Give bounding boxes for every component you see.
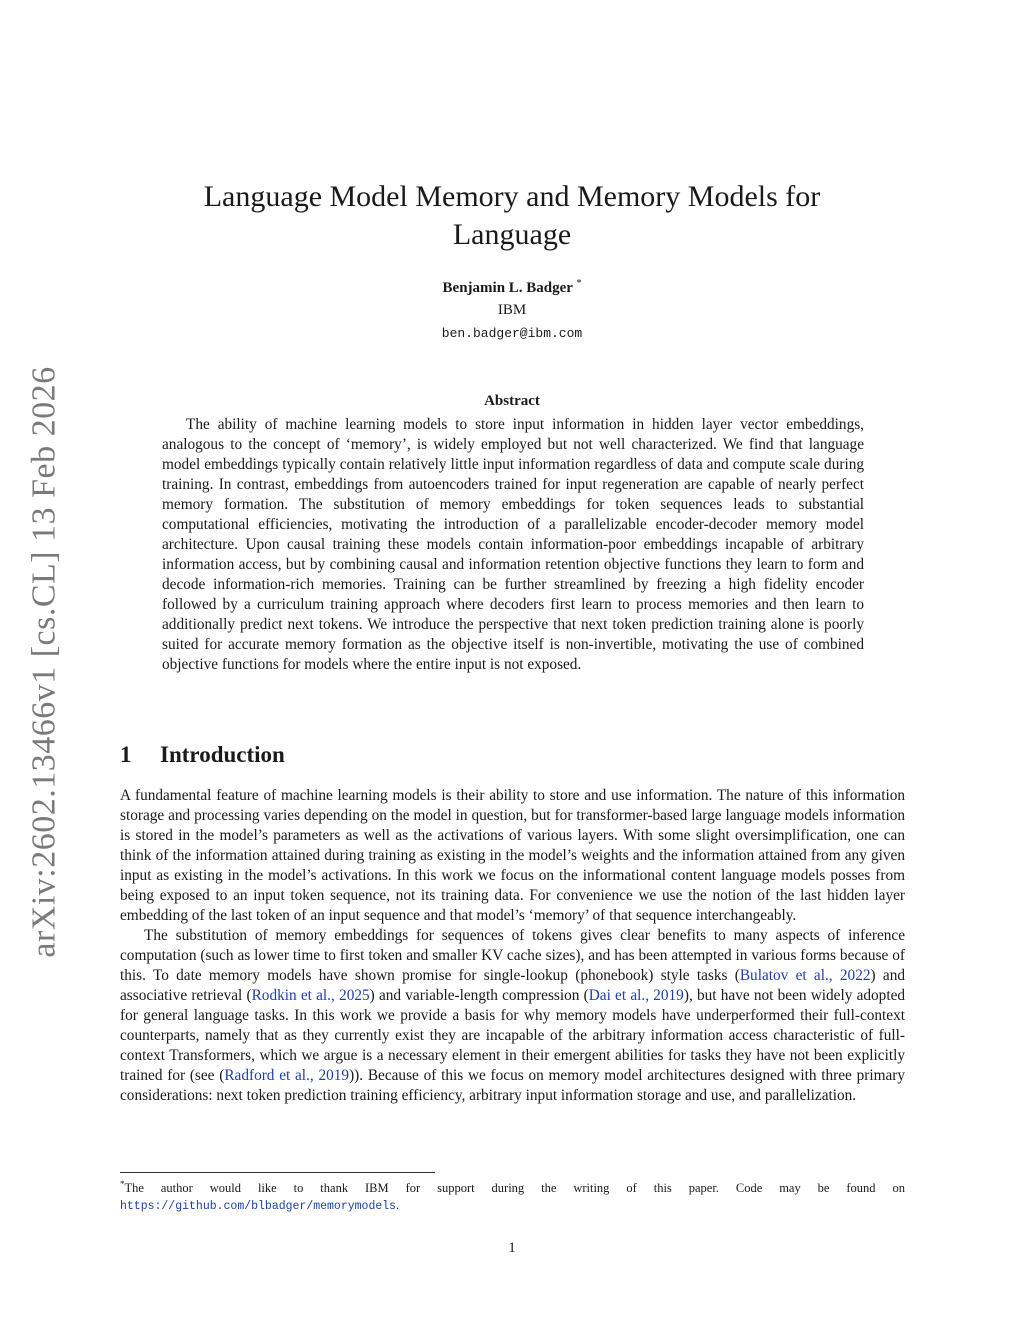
footnote-text: The author would like to thank IBM for support during the writing of this paper. Code may be found on (124, 1181, 905, 1196)
title-line-2: Language (452, 218, 572, 251)
intro-p2-text-3: ) and variable-length compression ( (369, 987, 589, 1004)
footnote-end: . (396, 1198, 400, 1213)
section-heading-introduction (120, 742, 285, 768)
introduction-body (120, 786, 905, 1106)
code-url-link[interactable]: https://github.com/blbadger/memorymodels (120, 1200, 397, 1214)
abstract-heading: Abstract (484, 393, 540, 409)
intro-p2-text-5: )). Because of this we focus on memory model architectures designed with three primary considerations: next token prediction training efficiency, arbitrary input information storage and use, and parallelization. (120, 1067, 906, 1104)
page-number: 1 (508, 1240, 516, 1256)
intro-p2-text-4: ), but have not been widely adopted for general language tasks. In this work we provide a basis for why memory models have underperformed their full-context counterparts, namely that as they currently exist they are incapable of the arbitrary information access characteristic of full-context Transformers, which we argue is a necessary element in their emergent abilities for tasks they have not been explicitly trained for (see ( (120, 987, 906, 1084)
intro-p2-text-2: ) and associative retrieval ( (120, 967, 905, 1004)
section-number: 1 (120, 742, 132, 767)
citation-dai[interactable]: Dai et al., 2019 (588, 987, 684, 1004)
paper-title (140, 178, 884, 254)
author-footnote-marker: * (576, 278, 582, 289)
section-title: Introduction (160, 742, 285, 767)
abstract-text: The ability of machine learning models to store input information in hidden layer vector embeddings, analogous to the concept of ‘memory’, is widely employed but not well characterized. We find that language model embeddings typically contain relatively little input information regardless of data and compute scale during training. In contrast, embeddings from autoencoders trained for input regeneration are capable of nearly perfect memory formation. The substitution of memory embeddings for token sequences leads to substantial computational efficiencies, motivating the introduction of a parallelizable encoder-decoder memory model architecture. Upon causal training these models contain information-poor embeddings incapable of arbitrary information access, but by combining causal and information retention objective functions they learn to form and decode information-rich memories. Training can be further streamlined by freezing a high fidelity encoder followed by a curriculum training approach where decoders first learn to process memories and then learn to additionally predict next tokens. We introduce the perspective that next token prediction training alone is poorly suited for accurate memory formation as the objective itself is non-invertible, motivating the use of combined objective functions for models where the entire input is not exposed. (162, 416, 864, 673)
citation-bulatov[interactable]: Bulatov et al., 2022 (739, 967, 871, 984)
intro-paragraph-1: A fundamental feature of machine learning models is their ability to store and use information. The nature of this information storage and processing varies depending on the model in question, but for transformer-based large language models information is stored in the model’s parameters as well as the activations of various layers. With some slight oversimplification, one can think of the information attained during training as existing in the model’s weights and the information attained from any given input as existing in the model’s activations. In this work we focus on the informational content language models posses from being exposed to an input token sequence, not its training data. For convenience we use the notion of the last hidden layer embedding of the last token of an input sequence and that model’s ‘memory’ of that sequence interchangeably. (120, 787, 905, 924)
arxiv-id-text: arXiv:2602.13466v1 [cs.CL] 13 Feb 2026 (26, 366, 63, 958)
author-line (300, 278, 724, 297)
arxiv-identifier (20, 366, 70, 958)
citation-rodkin[interactable]: Rodkin et al., 2025 (251, 987, 370, 1004)
intro-p2-text-1: The substitution of memory embeddings for sequences of tokens gives clear benefits to many aspects of inference computation (such as lower time to first token and smaller KV cache sizes), and has been attempted in various forms because of this. To date memory models have shown promise for single-lookup (phonebook) style tasks ( (120, 927, 905, 984)
author-email: ben.badger@ibm.com (441, 326, 583, 341)
author-name: Benjamin L. Badger (442, 280, 573, 296)
footnote (120, 1176, 905, 1215)
citation-radford[interactable]: Radford et al., 2019 (224, 1067, 350, 1084)
title-line-1: Language Model Memory and Memory Models for (203, 180, 821, 213)
footnote-marker: * (120, 1179, 125, 1189)
footnote-divider (120, 1172, 435, 1173)
author-affiliation: IBM (497, 302, 527, 318)
intro-paragraph-2 (120, 926, 905, 1106)
